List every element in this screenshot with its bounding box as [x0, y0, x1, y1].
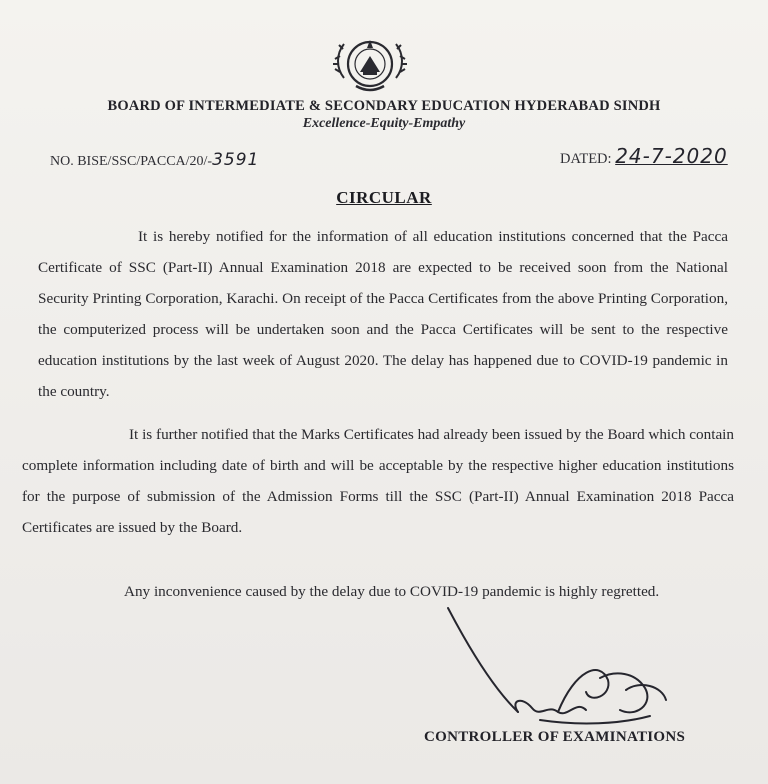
- reference-handwritten-number: 3591: [212, 150, 260, 170]
- signature-icon: [440, 600, 680, 735]
- signatory-title: CONTROLLER OF EXAMINATIONS: [424, 729, 686, 745]
- reference-label: NO. BISE/SSC/PACCA/20/-: [50, 154, 213, 169]
- reference-number: [50, 150, 259, 170]
- board-name: BOARD OF INTERMEDIATE & SECONDARY EDUCATION HYDERABAD SINDH: [107, 98, 661, 114]
- paragraph-3: Any inconvenience caused by the delay due to COVID-19 pandemic is highly regretted.: [124, 583, 660, 600]
- paragraph-1: It is hereby notified for the information of all education institutions concerned that the Pacca Certificate of SSC (Part-II) Annual Examination 2018 are expected to be received soon from the National Security Printing Corporation, Karachi. On receipt of the Pacca Certificates from the above Printing Corporation, the computerized process will be undertaken soon and the Pacca Certificates will be sent to the respective education institutions by the last week of August 2020. The delay has happened due to COVID-19 pandemic in the country.: [38, 228, 728, 400]
- date-handwritten-value: 24-7-2020: [615, 144, 728, 168]
- paragraph-2: It is further notified that the Marks Certificates had already been issued by the Board which contain complete information including date of birth and will be acceptable by the respective higher education institutions for the purpose of submission of the Admission Forms till the SSC (Part-II) Annual Examination 2018 Pacca Certificates are issued by the Board.: [22, 426, 734, 536]
- date-label: DATED:: [560, 151, 612, 167]
- board-motto: Excellence-Equity-Empathy: [302, 116, 466, 131]
- board-emblem-icon: [330, 28, 410, 100]
- date-line: [560, 144, 728, 168]
- circular-title: CIRCULAR: [336, 188, 432, 207]
